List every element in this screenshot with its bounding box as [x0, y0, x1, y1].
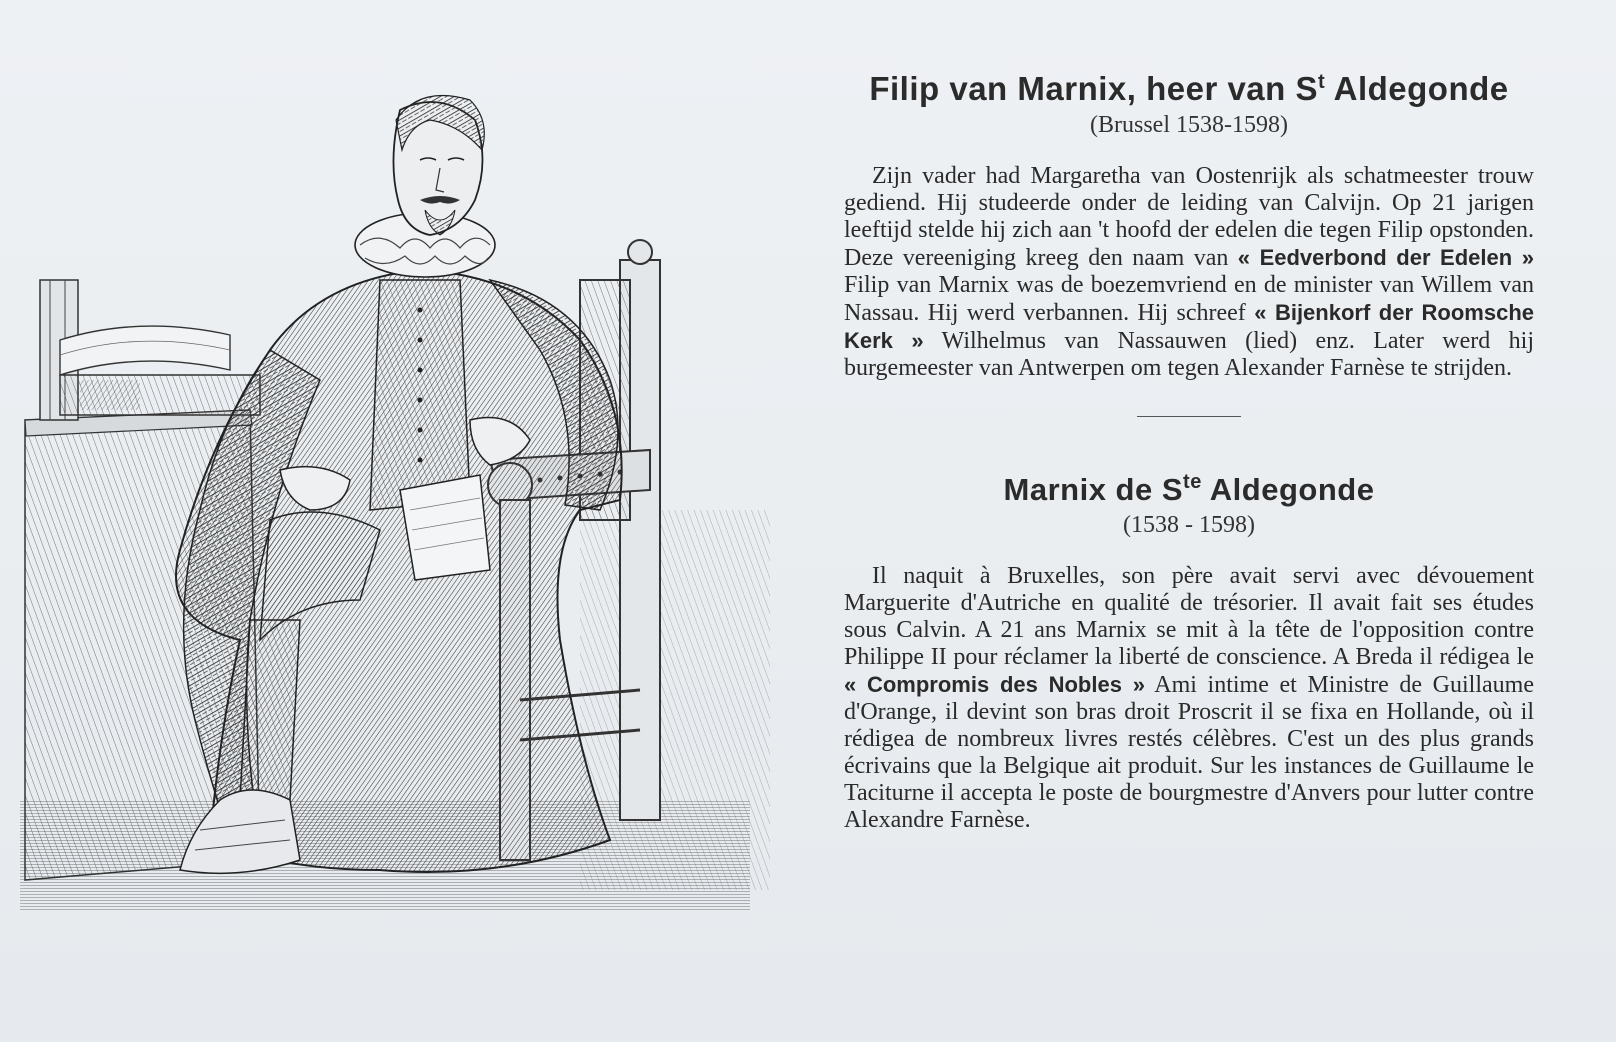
paragraph-dutch: Zijn vader had Margaretha van Oostenrijk als schatmeester trouw gediend. Hij studeerde onder de leiding van Calvijn. Op 21 jarigen leeftijd stelde hij zich aan 't hoofd der edelen die tegen Filip opstonden. Deze vereeniging kreeg den naam van « Eedverbond der Edelen » Filip van Marnix was de boezemvriend en de minister van Willem van Nassau. Hij werd verbannen. Hij schreef « Bijenkorf der Roomsche Kerk » Wilhelmus van Nassauwen (lied) enz. Later werd hij burgemeester van Antwerpen om tegen Alexander Farnèse te strijden.: [844, 163, 1534, 381]
text-column: [844, 70, 1534, 834]
open-book: [60, 326, 230, 375]
dates-french: (1538 - 1598): [1123, 512, 1255, 538]
section-divider: [1137, 416, 1241, 417]
dates-dutch: (Brussel 1538-1598): [1090, 112, 1288, 138]
title-dutch: Filip van Marnix, heer van $S^t$ Aldegonde: [869, 70, 1509, 107]
portrait-engraving: [20, 80, 790, 980]
paragraph-french: Il naquit à Bruxelles, son père avait servi avec dévouement Marguerite d'Autriche en qualité de trésorier. Il avait fait ses études sous Calvin. A 21 ans Marnix se mit à la tête de l'opposition contre Philippe II pour réclamer la liberté de conscience. A Breda il rédigea le « Compromis des Nobles » Ami intime et Ministre de Guillaume d'Orange, il devint son bras droit Proscrit il se fixa en Hollande, où il rédigea de nombreux livres restés célèbres. C'est un des plus grands écrivains que la Belgique ait produit. Sur les instances de Guillaume le Taciturne il accepta le poste de bourgmestre d'Anvers pour lutter contre Alexandre Farnèse.: [844, 563, 1534, 833]
highlight-eedverbond: « Eedverbond der Edelen »: [1237, 245, 1534, 270]
title-french: Marnix de $S^{te}$ Aldegonde: [1003, 471, 1375, 507]
highlight-compromis: « Compromis des Nobles »: [844, 672, 1145, 697]
leg-left: [240, 620, 300, 800]
paper-scroll: [400, 475, 490, 580]
doublet: [370, 280, 470, 510]
highlight-bijenkorf: « Bijenkorf der Roomsche Kerk »: [844, 300, 1534, 353]
